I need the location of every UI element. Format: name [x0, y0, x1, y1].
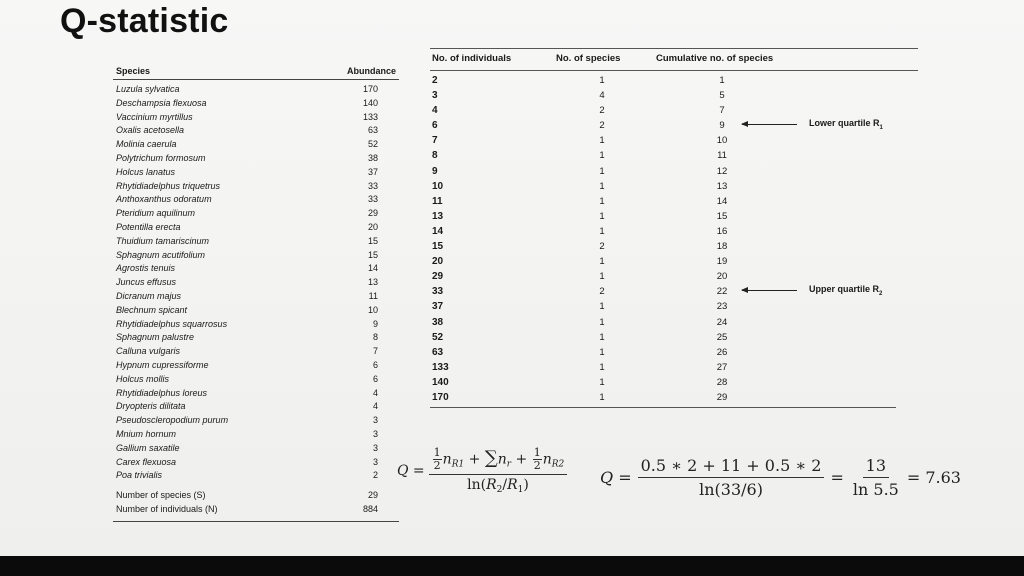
cumulative-value: 12: [716, 165, 728, 177]
individuals-value: 13: [432, 210, 444, 222]
table-row: [430, 103, 918, 118]
abundance-value: 3: [372, 442, 378, 453]
species-name: Polytrichum formosum: [116, 152, 206, 163]
species-name: Vaccinium myrtillus: [116, 111, 193, 122]
table-row: [113, 235, 399, 249]
species-count-value: 1: [599, 256, 605, 268]
table-row: [430, 209, 918, 224]
table-row: [430, 330, 918, 345]
table-row: [430, 315, 918, 330]
abundance-value: 20: [367, 221, 378, 232]
species-count-value: 1: [599, 331, 605, 343]
species-column-header: Species: [116, 66, 151, 76]
totals-value: 29: [367, 490, 378, 501]
num-species-column-header: No. of species: [556, 53, 621, 64]
table-row: [113, 166, 399, 180]
individuals-value: 63: [432, 346, 444, 358]
table-row: [430, 133, 918, 148]
abundance-value: 6: [372, 373, 378, 384]
abundance-value: 37: [367, 166, 378, 177]
table-row: [113, 304, 399, 318]
species-name: Calluna vulgaris: [116, 346, 181, 357]
totals-label: Number of individuals (N): [116, 503, 218, 514]
cumulative-value: 5: [719, 90, 725, 102]
abundance-value: 15: [367, 249, 378, 260]
species-abundance-table: [113, 55, 399, 522]
abundance-value: 133: [362, 111, 378, 122]
left-arrow-icon: [742, 124, 797, 125]
formula-lhs: Q =: [397, 463, 425, 479]
species-count-value: 1: [599, 150, 605, 162]
cumulative-value: 18: [716, 241, 728, 253]
worked-fraction: [638, 456, 825, 499]
table-row: [113, 262, 399, 276]
species-count-value: 2: [599, 286, 605, 298]
cumulative-value: 22: [716, 286, 728, 298]
table-row: [113, 428, 399, 442]
table-row: [430, 179, 918, 194]
species-name: Oxalis acetosella: [116, 125, 185, 136]
cumulative-value: 27: [716, 361, 728, 373]
abundance-value: 2: [372, 470, 378, 481]
upper-quartile-label: Upper quartile $R_2$: [809, 284, 883, 297]
species-name: Sphagnum acutifolium: [116, 249, 206, 260]
table-row: [113, 249, 399, 263]
individuals-value: 38: [432, 316, 444, 328]
abundance-value: 4: [372, 401, 378, 412]
species-count-value: 1: [599, 376, 605, 388]
species-totals: [113, 489, 399, 517]
abundance-value: 15: [367, 235, 378, 246]
table-row: [113, 83, 399, 97]
abundance-value: 8: [372, 332, 378, 343]
species-name: Carex flexuosa: [116, 456, 177, 467]
table-row: [113, 180, 399, 194]
abundance-value: 11: [368, 290, 378, 301]
species-count-value: 1: [599, 361, 605, 373]
table-row: [113, 318, 399, 332]
table-row: [113, 469, 399, 483]
cumulative-value: 16: [716, 225, 728, 237]
species-table-header: [113, 55, 399, 79]
cumulative-value: 19: [716, 256, 728, 268]
q-statistic-worked-example: [600, 447, 961, 507]
abundance-value: 3: [372, 456, 378, 467]
abundance-value: 3: [372, 415, 378, 426]
abundance-value: 33: [367, 194, 378, 205]
cumulative-value: 20: [716, 271, 728, 283]
cumulative-value: 10: [716, 135, 728, 147]
species-name: Poa trivialis: [116, 470, 163, 481]
species-rows: [113, 80, 399, 483]
species-name: Potentilla erecta: [116, 221, 181, 232]
totals-label: Number of species (S): [116, 490, 206, 501]
simplified-fraction: [850, 456, 902, 499]
abundance-value: 9: [372, 318, 378, 329]
abundance-value: 7: [372, 346, 378, 357]
table-row: [430, 254, 918, 269]
worked-lhs: Q =: [600, 467, 632, 487]
table-row: [430, 194, 918, 209]
table-row: [430, 164, 918, 179]
individuals-value: 2: [432, 75, 438, 86]
slide-title: Q-statistic: [60, 2, 229, 40]
species-count-value: 1: [599, 165, 605, 177]
abundance-value: 38: [367, 152, 378, 163]
table-row: [113, 276, 399, 290]
species-count-value: 1: [599, 391, 605, 403]
individuals-value: 20: [432, 256, 444, 268]
cumulative-species-table: [430, 48, 918, 405]
cumulative-value: 13: [716, 180, 728, 192]
individuals-value: 29: [432, 271, 444, 283]
cumulative-value: 29: [716, 391, 728, 403]
species-name: Holcus lanatus: [116, 166, 176, 177]
species-name: Gallium saxatile: [116, 442, 180, 453]
table-row: [113, 124, 399, 138]
cumulative-value: 7: [719, 105, 725, 117]
species-count-value: 1: [599, 195, 605, 207]
worked-denominator: ln(33/6): [699, 479, 763, 499]
cumulative-value: 9: [719, 120, 725, 132]
q-statistic-formula: [397, 441, 567, 501]
table-row: [113, 456, 399, 470]
individuals-value: 15: [432, 241, 444, 253]
individuals-value: 37: [432, 301, 444, 313]
table-row: [430, 360, 918, 375]
individuals-value: 14: [432, 225, 444, 237]
table-row: [113, 359, 399, 373]
table-row: [113, 138, 399, 152]
species-name: Thuidium tamariscinum: [116, 235, 210, 246]
species-name: Pteridium aquilinum: [116, 208, 196, 219]
table-row: [113, 111, 399, 125]
species-name: Luzula sylvatica: [116, 84, 180, 94]
individuals-column-header: No. of individuals: [432, 53, 512, 64]
worked-numerator: 0.5 ∗ 2 + 11 + 0.5 ∗ 2: [638, 456, 825, 478]
table-row: [430, 73, 918, 88]
table-row: [113, 331, 399, 345]
species-count-value: 2: [599, 241, 605, 253]
individuals-value: 6: [432, 120, 438, 132]
species-count-value: 1: [599, 75, 605, 86]
species-count-value: 1: [599, 180, 605, 192]
species-name: Sphagnum palustre: [116, 332, 195, 343]
table-row: [430, 390, 918, 405]
species-name: Pseudoscleropodium purum: [116, 415, 229, 426]
cumulative-value: 14: [716, 195, 728, 207]
species-name: Rhytidiadelphus squarrosus: [116, 318, 228, 329]
lower-quartile-label: Lower quartile $R_1$: [809, 118, 883, 131]
abundance-value: 140: [362, 97, 378, 108]
species-name: Anthoxanthus odoratum: [116, 194, 212, 205]
species-count-value: 1: [599, 346, 605, 358]
left-arrow-icon: [742, 290, 797, 291]
cumulative-value: 23: [716, 301, 728, 313]
species-name: Holcus mollis: [116, 373, 170, 384]
table-row: [113, 152, 399, 166]
abundance-value: 3: [372, 428, 378, 439]
abundance-value: 63: [367, 125, 378, 136]
cumulative-value: 25: [716, 331, 728, 343]
bottom-rule: [430, 407, 896, 408]
individuals-value: 4: [432, 105, 438, 117]
table-row: [113, 97, 399, 111]
worked-equals: =: [830, 467, 844, 487]
table-row: [113, 221, 399, 235]
table-row: [113, 442, 399, 456]
species-count-value: 1: [599, 135, 605, 147]
totals-value: 884: [362, 503, 378, 514]
cumulative-value: 24: [716, 316, 728, 328]
species-name: Hypnum cupressiforme: [116, 359, 209, 370]
table-row: [113, 207, 399, 221]
individuals-value: 140: [432, 376, 449, 388]
species-count-value: 1: [599, 271, 605, 283]
species-count-value: 4: [599, 90, 605, 102]
cumulative-value: 11: [717, 150, 727, 162]
table-row: [430, 224, 918, 239]
species-name: Juncus effusus: [116, 277, 177, 288]
cumulative-value: 1: [719, 75, 725, 86]
individuals-value: 10: [432, 180, 444, 192]
species-name: Molinia caerula: [116, 139, 177, 150]
species-name: Deschampsia flexuosa: [116, 97, 207, 108]
table-row: [113, 193, 399, 207]
species-name: Dryopteris dilitata: [116, 401, 186, 412]
species-name: Dicranum majus: [116, 290, 182, 301]
individuals-value: 7: [432, 135, 438, 147]
abundance-column-header: Abundance: [346, 66, 396, 76]
table-row: [113, 373, 399, 387]
abundance-value: 29: [367, 208, 378, 219]
abundance-value: 13: [367, 277, 378, 288]
species-name: Agrostis tenuis: [116, 263, 176, 274]
bottom-rule: [113, 521, 399, 522]
table-row: [113, 400, 399, 414]
individuals-value: 33: [432, 286, 444, 298]
abundance-value: 170: [362, 84, 378, 94]
bottom-bar: [0, 556, 1024, 576]
table-row: [113, 290, 399, 304]
cumulative-column-header: Cumulative no. of species: [656, 53, 774, 64]
table-row: [430, 345, 918, 360]
formula-fraction: [429, 447, 568, 495]
individuals-value: 11: [432, 195, 443, 207]
species-name: Rhytidiadelphus loreus: [116, 387, 208, 398]
simplified-denominator: ln 5.5: [852, 479, 899, 499]
table-row: [430, 239, 918, 254]
cumulative-table-header: [430, 49, 918, 71]
individuals-value: 9: [432, 165, 438, 177]
table-row: [430, 88, 918, 103]
formula-denominator: $\ln(R_2/R_1)$: [467, 477, 529, 495]
abundance-value: 10: [367, 304, 378, 315]
abundance-value: 4: [372, 387, 378, 398]
cumulative-value: 26: [716, 346, 728, 358]
table-row: [113, 414, 399, 428]
totals-row: [113, 503, 399, 517]
table-row: [430, 299, 918, 314]
species-count-value: 1: [599, 301, 605, 313]
species-count-value: 1: [599, 225, 605, 237]
individuals-value: 3: [432, 90, 438, 102]
abundance-value: 6: [372, 359, 378, 370]
species-count-value: 1: [599, 210, 605, 222]
individuals-value: 170: [432, 391, 449, 403]
species-name: Mnium hornum: [116, 428, 177, 439]
abundance-value: 14: [367, 263, 378, 274]
species-name: Blechnum spicant: [116, 304, 188, 315]
table-row: [430, 375, 918, 390]
simplified-numerator: 13: [863, 456, 889, 478]
table-row: [430, 269, 918, 284]
table-row: [113, 387, 399, 401]
worked-result: = 7.63: [906, 467, 961, 487]
lower-quartile-annotation: [742, 118, 883, 131]
abundance-value: 33: [367, 180, 378, 191]
table-row: [113, 345, 399, 359]
individuals-value: 133: [432, 361, 449, 373]
species-count-value: 1: [599, 316, 605, 328]
table-row: [430, 148, 918, 163]
individuals-value: 52: [432, 331, 444, 343]
abundance-value: 52: [367, 139, 378, 150]
species-count-value: 2: [599, 105, 605, 117]
species-name: Rhytidiadelphus triquetrus: [116, 180, 221, 191]
species-count-value: 2: [599, 120, 605, 132]
cumulative-value: 28: [716, 376, 728, 388]
individuals-value: 8: [432, 150, 438, 162]
totals-row: [113, 489, 399, 503]
cumulative-value: 15: [716, 210, 728, 222]
formula-numerator: $\frac{1}{2}$ $n_{R1} + \sum n_r$ + $\frac{1}{2}$ $n_{R2}$: [429, 447, 568, 475]
upper-quartile-annotation: [742, 284, 882, 297]
